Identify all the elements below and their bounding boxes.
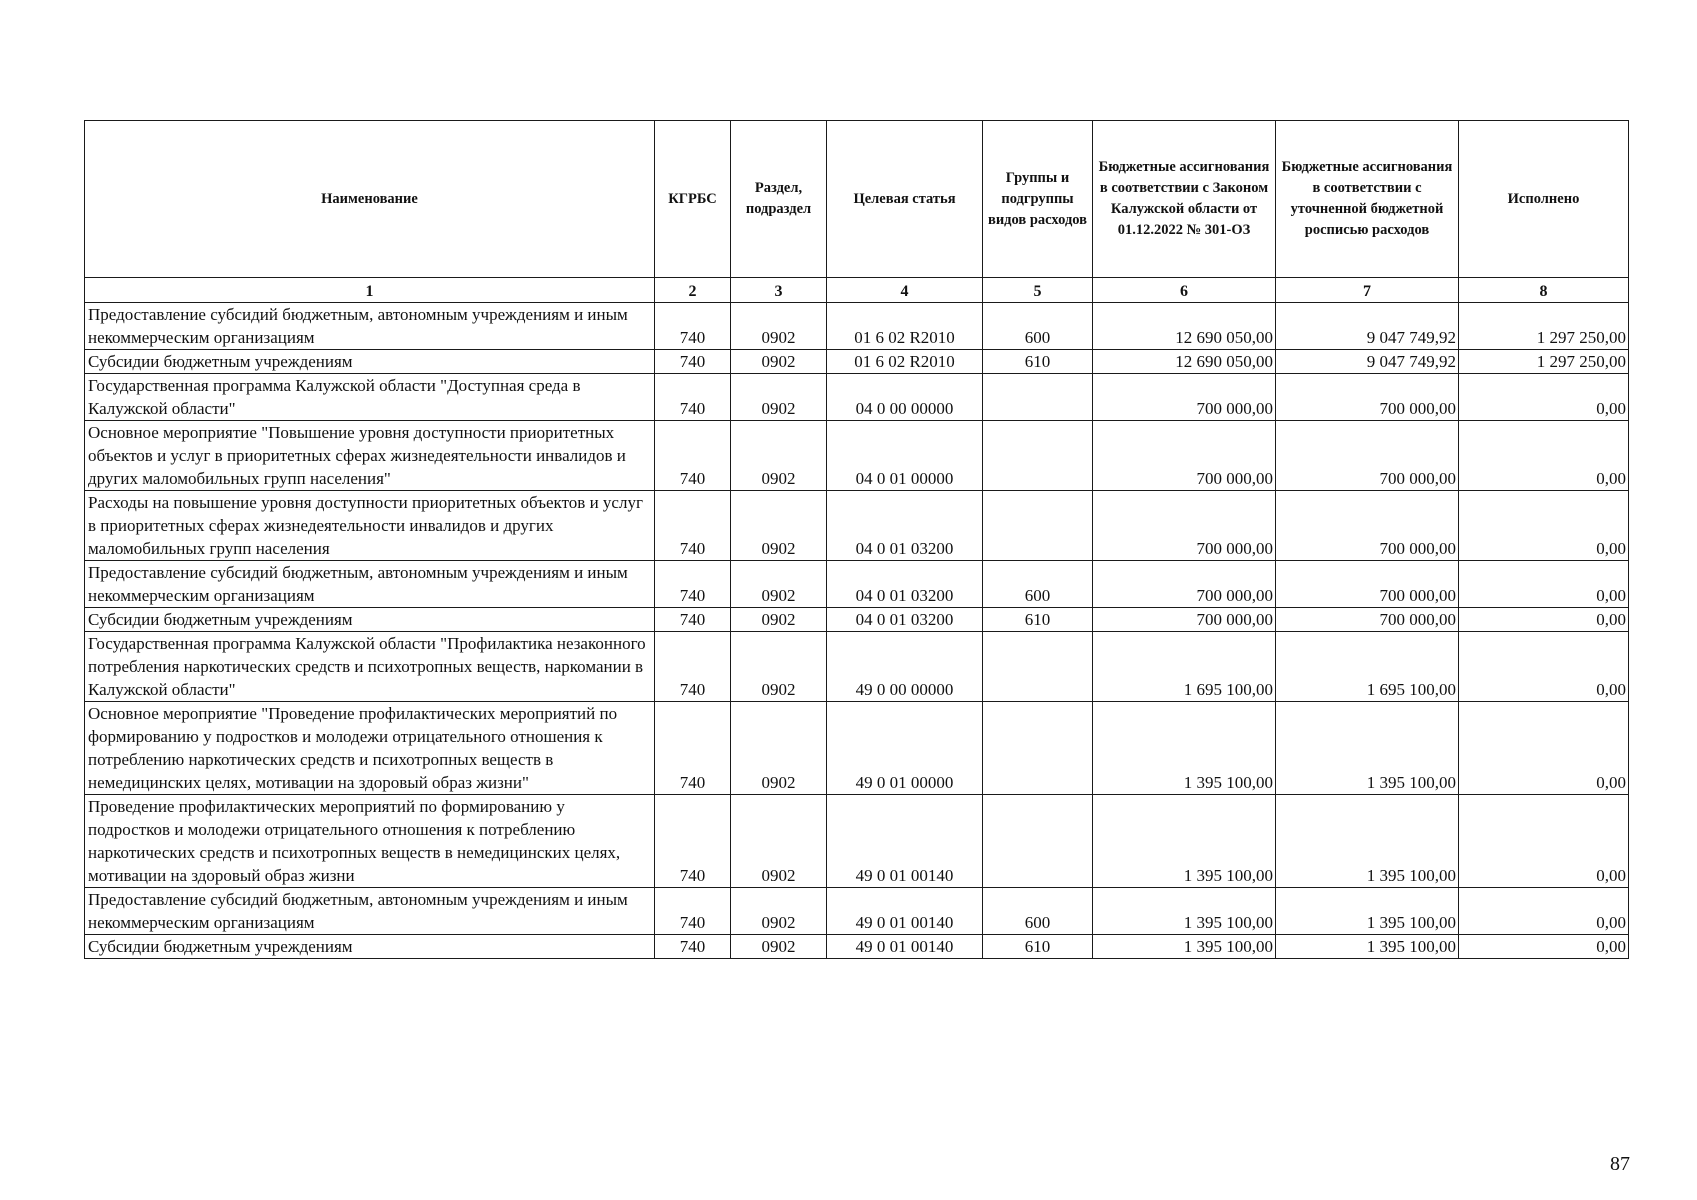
row-name: Основное мероприятие "Проведение профилактических мероприятий по формированию у подростков и молодежи отрицательного отношения к потреблению наркотических средств и психотропных веществ в немедицинских целях, мотивации на здоровый образ жизни" (85, 702, 655, 795)
budget-execution-table (84, 120, 1629, 959)
column-number: 3 (731, 278, 827, 303)
row-law-amount: 1 395 100,00 (1093, 888, 1276, 935)
row-law-amount: 700 000,00 (1093, 561, 1276, 608)
row-kgrbs: 740 (655, 795, 731, 888)
row-executed-amount: 1 297 250,00 (1459, 350, 1629, 374)
row-expense-group: 600 (983, 888, 1093, 935)
row-expense-group (983, 374, 1093, 421)
header-target-article: Целевая статья (827, 121, 983, 278)
row-section: 0902 (731, 795, 827, 888)
row-executed-amount: 0,00 (1459, 374, 1629, 421)
row-expense-group (983, 491, 1093, 561)
row-kgrbs: 740 (655, 702, 731, 795)
row-expense-group (983, 795, 1093, 888)
row-section: 0902 (731, 491, 827, 561)
table-row (85, 935, 1629, 959)
row-law-amount: 700 000,00 (1093, 374, 1276, 421)
row-refined-amount: 1 395 100,00 (1276, 935, 1459, 959)
row-executed-amount: 0,00 (1459, 608, 1629, 632)
row-expense-group: 600 (983, 561, 1093, 608)
row-name: Расходы на повышение уровня доступности приоритетных объектов и услуг в приоритетных сферах жизнедеятельности инвалидов и других маломобильных групп населения (85, 491, 655, 561)
row-name: Предоставление субсидий бюджетным, автономным учреждениям и иным некоммерческим организациям (85, 561, 655, 608)
budget-table-container (84, 120, 1628, 959)
row-target-article: 04 0 01 03200 (827, 561, 983, 608)
table-row (85, 561, 1629, 608)
row-section: 0902 (731, 421, 827, 491)
row-target-article: 04 0 01 03200 (827, 491, 983, 561)
row-name: Субсидии бюджетным учреждениям (85, 350, 655, 374)
row-name: Предоставление субсидий бюджетным, автономным учреждениям и иным некоммерческим организациям (85, 303, 655, 350)
row-executed-amount: 0,00 (1459, 702, 1629, 795)
column-number: 4 (827, 278, 983, 303)
row-section: 0902 (731, 608, 827, 632)
column-number: 6 (1093, 278, 1276, 303)
row-executed-amount: 0,00 (1459, 935, 1629, 959)
row-law-amount: 12 690 050,00 (1093, 303, 1276, 350)
row-target-article: 04 0 01 00000 (827, 421, 983, 491)
row-expense-group: 600 (983, 303, 1093, 350)
row-law-amount: 1 395 100,00 (1093, 702, 1276, 795)
row-target-article: 01 6 02 R2010 (827, 303, 983, 350)
row-kgrbs: 740 (655, 608, 731, 632)
row-expense-group: 610 (983, 935, 1093, 959)
row-section: 0902 (731, 303, 827, 350)
header-section: Раздел, подраздел (731, 121, 827, 278)
table-row (85, 795, 1629, 888)
row-name: Проведение профилактических мероприятий по формированию у подростков и молодежи отрицательного отношения к потреблению наркотических средств и психотропных веществ в немедицинских целях, мотивации на здоровый образ жизни (85, 795, 655, 888)
row-name: Основное мероприятие "Повышение уровня доступности приоритетных объектов и услуг в приоритетных сферах жизнедеятельности инвалидов и других маломобильных групп населения" (85, 421, 655, 491)
row-expense-group (983, 632, 1093, 702)
page-number: 87 (1610, 1153, 1630, 1175)
row-name: Государственная программа Калужской области "Профилактика незаконного потребления наркотических средств и психотропных веществ, наркомании в Калужской области" (85, 632, 655, 702)
column-number-row (85, 278, 1629, 303)
row-name: Субсидии бюджетным учреждениям (85, 608, 655, 632)
row-refined-amount: 1 395 100,00 (1276, 702, 1459, 795)
header-kgrbs: КГРБС (655, 121, 731, 278)
row-refined-amount: 700 000,00 (1276, 421, 1459, 491)
row-refined-amount: 700 000,00 (1276, 608, 1459, 632)
row-refined-amount: 1 395 100,00 (1276, 888, 1459, 935)
table-row (85, 632, 1629, 702)
column-number: 1 (85, 278, 655, 303)
row-kgrbs: 740 (655, 888, 731, 935)
header-executed: Исполнено (1459, 121, 1629, 278)
row-law-amount: 1 695 100,00 (1093, 632, 1276, 702)
row-target-article: 49 0 01 00140 (827, 795, 983, 888)
row-executed-amount: 0,00 (1459, 561, 1629, 608)
row-law-amount: 1 395 100,00 (1093, 795, 1276, 888)
row-section: 0902 (731, 374, 827, 421)
row-kgrbs: 740 (655, 374, 731, 421)
row-refined-amount: 9 047 749,92 (1276, 303, 1459, 350)
row-target-article: 04 0 00 00000 (827, 374, 983, 421)
row-refined-amount: 1 695 100,00 (1276, 632, 1459, 702)
header-name: Наименование (85, 121, 655, 278)
row-expense-group (983, 421, 1093, 491)
row-law-amount: 1 395 100,00 (1093, 935, 1276, 959)
table-row (85, 350, 1629, 374)
row-executed-amount: 0,00 (1459, 491, 1629, 561)
row-refined-amount: 700 000,00 (1276, 561, 1459, 608)
row-name: Субсидии бюджетным учреждениям (85, 935, 655, 959)
table-row (85, 608, 1629, 632)
row-target-article: 04 0 01 03200 (827, 608, 983, 632)
row-executed-amount: 0,00 (1459, 888, 1629, 935)
table-row (85, 702, 1629, 795)
row-expense-group (983, 702, 1093, 795)
table-row (85, 888, 1629, 935)
row-kgrbs: 740 (655, 632, 731, 702)
header-law-allocations: Бюджетные ассигнования в соответствии с Законом Калужской области от 01.12.2022 № 301-ОЗ (1093, 121, 1276, 278)
row-executed-amount: 1 297 250,00 (1459, 303, 1629, 350)
row-section: 0902 (731, 632, 827, 702)
row-refined-amount: 700 000,00 (1276, 374, 1459, 421)
column-number: 8 (1459, 278, 1629, 303)
row-section: 0902 (731, 561, 827, 608)
row-target-article: 49 0 01 00000 (827, 702, 983, 795)
row-law-amount: 12 690 050,00 (1093, 350, 1276, 374)
row-target-article: 49 0 01 00140 (827, 888, 983, 935)
row-name: Предоставление субсидий бюджетным, автономным учреждениям и иным некоммерческим организациям (85, 888, 655, 935)
row-executed-amount: 0,00 (1459, 795, 1629, 888)
header-refined-allocations: Бюджетные ассигнования в соответствии с уточненной бюджетной росписью расходов (1276, 121, 1459, 278)
row-law-amount: 700 000,00 (1093, 491, 1276, 561)
row-target-article: 49 0 00 00000 (827, 632, 983, 702)
row-target-article: 49 0 01 00140 (827, 935, 983, 959)
row-kgrbs: 740 (655, 303, 731, 350)
row-refined-amount: 700 000,00 (1276, 491, 1459, 561)
row-section: 0902 (731, 702, 827, 795)
row-expense-group: 610 (983, 608, 1093, 632)
row-kgrbs: 740 (655, 421, 731, 491)
row-section: 0902 (731, 888, 827, 935)
row-kgrbs: 740 (655, 561, 731, 608)
column-number: 5 (983, 278, 1093, 303)
row-section: 0902 (731, 350, 827, 374)
header-row (85, 121, 1629, 278)
row-kgrbs: 740 (655, 935, 731, 959)
row-name: Государственная программа Калужской области "Доступная среда в Калужской области" (85, 374, 655, 421)
row-refined-amount: 1 395 100,00 (1276, 795, 1459, 888)
row-expense-group: 610 (983, 350, 1093, 374)
column-number: 7 (1276, 278, 1459, 303)
row-executed-amount: 0,00 (1459, 421, 1629, 491)
column-number: 2 (655, 278, 731, 303)
row-refined-amount: 9 047 749,92 (1276, 350, 1459, 374)
row-section: 0902 (731, 935, 827, 959)
row-kgrbs: 740 (655, 491, 731, 561)
row-target-article: 01 6 02 R2010 (827, 350, 983, 374)
header-expense-groups: Группы и подгруппы видов расходов (983, 121, 1093, 278)
row-law-amount: 700 000,00 (1093, 608, 1276, 632)
table-row (85, 421, 1629, 491)
table-row (85, 303, 1629, 350)
row-executed-amount: 0,00 (1459, 632, 1629, 702)
table-row (85, 491, 1629, 561)
row-law-amount: 700 000,00 (1093, 421, 1276, 491)
row-kgrbs: 740 (655, 350, 731, 374)
table-row (85, 374, 1629, 421)
